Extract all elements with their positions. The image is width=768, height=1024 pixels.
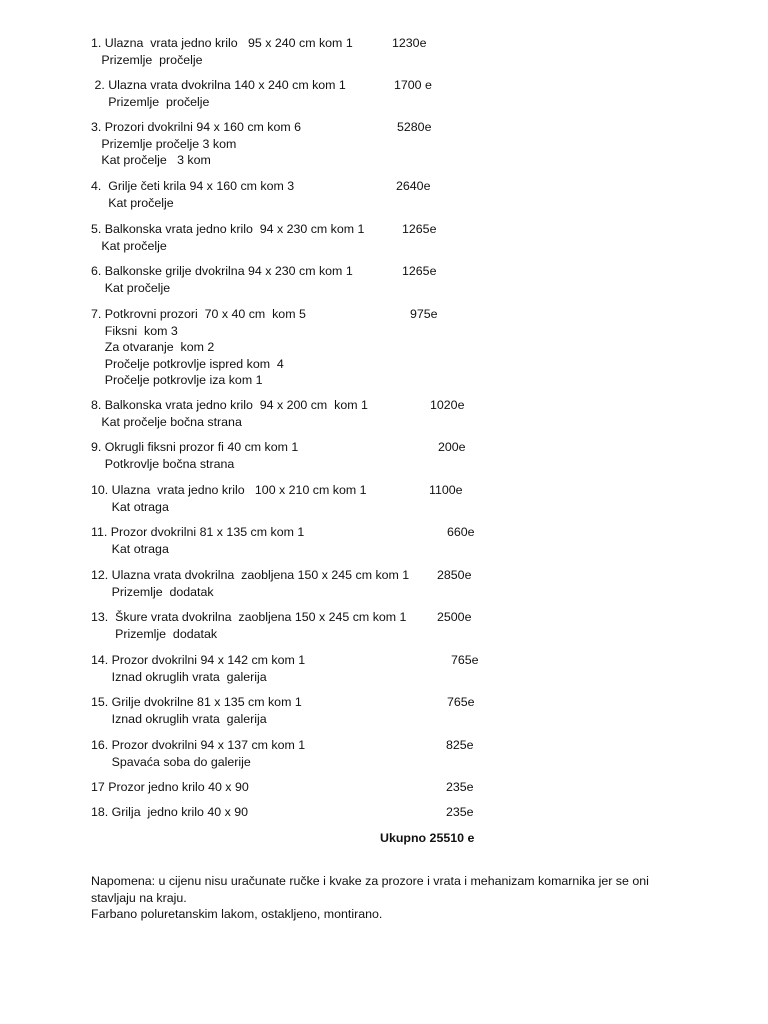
item-note: Potkrovlje bočna strana — [91, 456, 235, 471]
total-line: Ukupno 25510 e — [380, 831, 475, 845]
item-title: 1. Ulazna vrata jedno krilo 95 x 240 cm kom 1 — [91, 36, 353, 50]
item-title: 12. Ulazna vrata dvokrilna zaobljena 150 x 245 cm kom 1 — [91, 568, 410, 582]
item-title: 17 Prozor jedno krilo 40 x 90 — [91, 780, 249, 794]
item-title: 3. Prozori dvokrilni 94 x 160 cm kom 6 — [91, 120, 302, 134]
item-title: 18. Grilja jedno krilo 40 x 90 — [91, 805, 249, 819]
item-price: 2640e — [396, 179, 431, 193]
item-price: 765e — [451, 653, 479, 667]
item-price: 1265e — [402, 222, 437, 236]
item-note: Prizemlje pročelje — [91, 94, 210, 109]
item-title: 10. Ulazna vrata jedno krilo 100 x 210 cm kom 1 — [91, 483, 367, 497]
item-price: 1020e — [430, 398, 465, 412]
item-price: 2500e — [437, 610, 472, 624]
item-title: 9. Okrugli fiksni prozor fi 40 cm kom 1 — [91, 440, 299, 454]
item-note: Kat pročelje — [91, 238, 167, 253]
item-price: 200e — [438, 440, 466, 454]
item-note: Prizemlje dodatak — [91, 584, 214, 599]
footnote-line: Napomena: u cijenu nisu uračunate ručke i kvake za prozore i vrata i mehanizam komarnika jer se oni — [91, 874, 649, 888]
item-title: 8. Balkonska vrata jedno krilo 94 x 200 cm kom 1 — [91, 398, 368, 412]
item-price: 1100e — [429, 483, 463, 497]
item-title: 14. Prozor dvokrilni 94 x 142 cm kom 1 — [91, 653, 306, 667]
item-title: 6. Balkonske grilje dvokrilna 94 x 230 cm kom 1 — [91, 264, 353, 278]
item-price: 5280e — [397, 120, 432, 134]
item-title: 7. Potkrovni prozori 70 x 40 cm kom 5 — [91, 307, 306, 321]
item-title: 4. Grilje četi krila 94 x 160 cm kom 3 — [91, 179, 295, 193]
item-title: 11. Prozor dvokrilni 81 x 135 cm kom 1 — [91, 525, 305, 539]
item-title: 5. Balkonska vrata jedno krilo 94 x 230 cm kom 1 — [91, 222, 365, 236]
item-note: Pročelje potkrovlje iza kom 1 — [91, 373, 263, 387]
item-note: Iznad okruglih vrata galerija — [91, 669, 267, 684]
item-title: 2. Ulazna vrata dvokrilna 140 x 240 cm kom 1 — [91, 78, 346, 92]
item-note: Spavaća soba do galerije — [91, 754, 251, 769]
item-price: 235e — [446, 805, 474, 819]
item-price: 825e — [446, 738, 474, 752]
item-note: Kat otraga — [91, 541, 169, 556]
item-note: Kat otraga — [91, 499, 169, 514]
item-price: 975e — [410, 307, 438, 321]
item-note: Prizemlje pročelje — [91, 52, 203, 67]
item-title: 15. Grilje dvokrilne 81 x 135 cm kom 1 — [91, 695, 302, 709]
footnote-line: Farbano poluretanskim lakom, ostakljeno, montirano. — [91, 907, 383, 921]
item-note: Fiksni kom 3 — [91, 323, 178, 338]
item-price: 1700 e — [394, 78, 432, 92]
item-title: 16. Prozor dvokrilni 94 x 137 cm kom 1 — [91, 738, 306, 752]
item-note: Iznad okruglih vrata galerija — [91, 711, 267, 726]
item-note: Prizemlje pročelje 3 kom — [91, 136, 237, 151]
item-title: 13. Škure vrata dvokrilna zaobljena 150 x 245 cm kom 1 — [91, 610, 407, 624]
item-price: 765e — [447, 695, 475, 709]
item-note: Pročelje potkrovlje ispred kom 4 — [91, 356, 284, 371]
item-price: 235e — [446, 780, 474, 794]
item-note: Kat pročelje — [91, 280, 171, 295]
item-note: Za otvaranje kom 2 — [91, 340, 215, 354]
item-note: Kat pročelje 3 kom — [91, 153, 211, 167]
item-price: 660e — [447, 525, 475, 539]
item-note: Kat pročelje — [91, 195, 174, 210]
item-note: Kat pročelje bočna strana — [91, 414, 242, 429]
item-note: Prizemlje dodatak — [91, 626, 218, 641]
item-price: 2850e — [437, 568, 472, 582]
item-price: 1265e — [402, 264, 437, 278]
footnote-line: stavljaju na kraju. — [91, 890, 187, 905]
item-price: 1230e — [392, 36, 427, 50]
